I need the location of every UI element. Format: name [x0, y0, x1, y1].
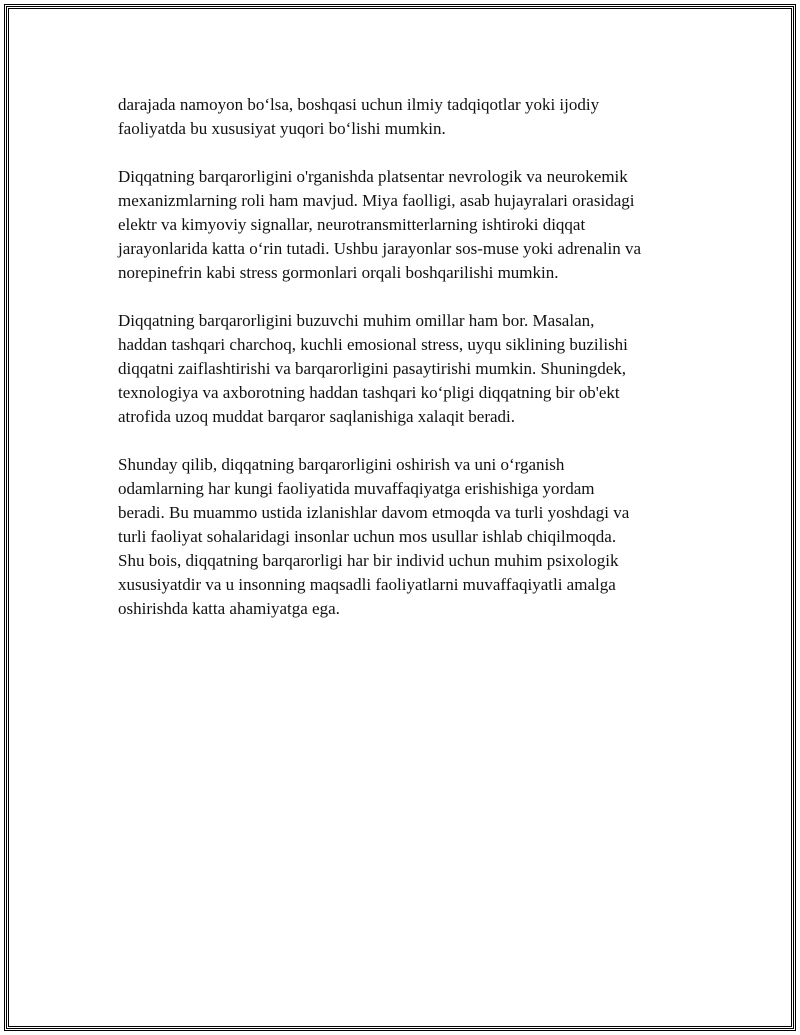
- document-body: [118, 93, 703, 645]
- paragraph-4: Shunday qilib, diqqatning barqarorligini oshirish va uni o‘rganish odamlarning har kungi faoliyatida muvaffaqiyatga erishishiga yordam beradi. Bu muammo ustida izlanishlar davom etmoqda va turli yoshdagi va turli faoliyat sohalaridagi insonlar uchun mos usullar ishlab chiqilmoqda. Shu bois, diqqatning barqarorligi har bir individ uchun muhim psixologik xususiyatdir va u insonning maqsadli faoliyatlarni muvaffaqiyatli amalga oshirishda katta ahamiyatga ega.: [118, 455, 630, 618]
- paragraph-1: darajada namoyon bo‘lsa, boshqasi uchun ilmiy tadqiqotlar yoki ijodiy faoliyatda bu xususiyat yuqori bo‘lishi mumkin.: [118, 95, 600, 138]
- paragraph-3: Diqqatning barqarorligini buzuvchi muhim omillar ham bor. Masalan, haddan tashqari charchoq, kuchli emosional stress, uyqu siklining buzilishi diqqatni zaiflashtirishi va barqarorligini pasaytirishi mumkin. Shuningdek, texnologiya va axborotning haddan tashqari ko‘pligi diqqatning bir ob'ekt atrofida uzoq muddat barqaror saqlanishiga xalaqit beradi.: [118, 311, 628, 426]
- paragraph-2: Diqqatning barqarorligini o'rganishda platsentar nevrologik va neurokemik mexanizmlarning roli ham mavjud. Miya faolligi, asab hujayralari orasidagi elektr va kimyoviy signallar, neurotransmitterlarning ishtiroki diqqat jarayonlarida katta o‘rin tutadi. Ushbu jarayonlar sos-muse yoki adrenalin va norepinefrin kabi stress gormonlari orqali boshqarilishi mumkin.: [118, 167, 642, 282]
